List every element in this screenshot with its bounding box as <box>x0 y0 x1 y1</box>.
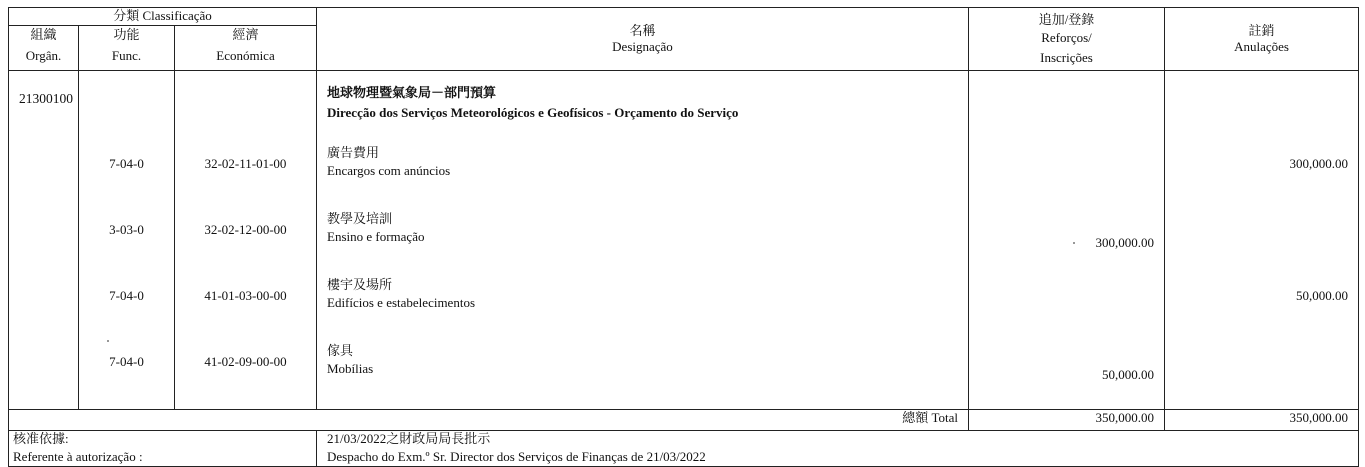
scan-speck <box>1073 242 1075 244</box>
total-annulment: 350,000.00 <box>1165 410 1359 431</box>
economic-code: 41-01-03-00-00 <box>175 277 317 343</box>
economic-code: 41-02-09-00-00 <box>175 343 317 410</box>
total-reinforcement: 350,000.00 <box>969 410 1165 431</box>
table-row <box>9 145 1359 211</box>
reinforcement-amount: 50,000.00 <box>969 343 1165 410</box>
reinforcement-header: 追加/登錄 Reforços/ Inscrições <box>969 8 1165 71</box>
scan-speck <box>107 340 109 342</box>
item-designation: 樓宇及場所 Edifícios e estabelecimentos <box>317 277 969 343</box>
reinforcement-amount <box>969 277 1165 343</box>
annulment-amount: 300,000.00 <box>1165 145 1359 211</box>
authorization-label: 核准依據: Referente à autorização : <box>9 431 317 467</box>
table-row <box>9 211 1359 277</box>
organ-header: 組織 Orgân. <box>9 26 79 71</box>
function-header: 功能 Func. <box>79 26 175 71</box>
item-designation: 廣告費用 Encargos com anúncios <box>317 145 969 211</box>
economic-header: 經濟 Económica <box>175 26 317 71</box>
reinforcement-amount: 300,000.00 <box>969 211 1165 277</box>
designation-header: 名稱 Designação <box>317 8 969 71</box>
function-code: 3-03-0 <box>79 211 175 277</box>
authorization-row <box>9 431 1359 467</box>
item-designation: 傢具 Mobílias <box>317 343 969 410</box>
budget-table <box>8 7 1359 467</box>
annulment-header: 註銷 Anulações <box>1165 8 1359 71</box>
organ-title: 地球物理暨氣象局－部門預算 Direcção dos Serviços Meteorológicos e Geofísicos - Orçamento do Serviço <box>317 71 969 146</box>
authorization-text: 21/03/2022之財政局局長批示 Despacho do Exm.º Sr. Director dos Serviços de Finanças de 21/03/2022 <box>317 431 1359 467</box>
annulment-amount <box>1165 343 1359 410</box>
economic-code: 32-02-12-00-00 <box>175 211 317 277</box>
table-row <box>9 277 1359 343</box>
function-code: 7-04-0 <box>79 277 175 343</box>
function-code: 7-04-0 <box>79 145 175 211</box>
total-label: 總額 Total <box>9 410 969 431</box>
economic-code: 32-02-11-01-00 <box>175 145 317 211</box>
annulment-amount: 50,000.00 <box>1165 277 1359 343</box>
classification-header: 分類 Classificação <box>9 8 317 26</box>
item-designation: 教學及培訓 Ensino e formação <box>317 211 969 277</box>
function-code: 7-04-0 <box>79 343 175 410</box>
reinforcement-amount <box>969 145 1165 211</box>
organ-row <box>9 71 1359 146</box>
header-row-1 <box>9 8 1359 26</box>
table-row <box>9 343 1359 410</box>
total-row <box>9 410 1359 431</box>
annulment-amount <box>1165 211 1359 277</box>
organ-code: 21300100 <box>9 71 79 146</box>
